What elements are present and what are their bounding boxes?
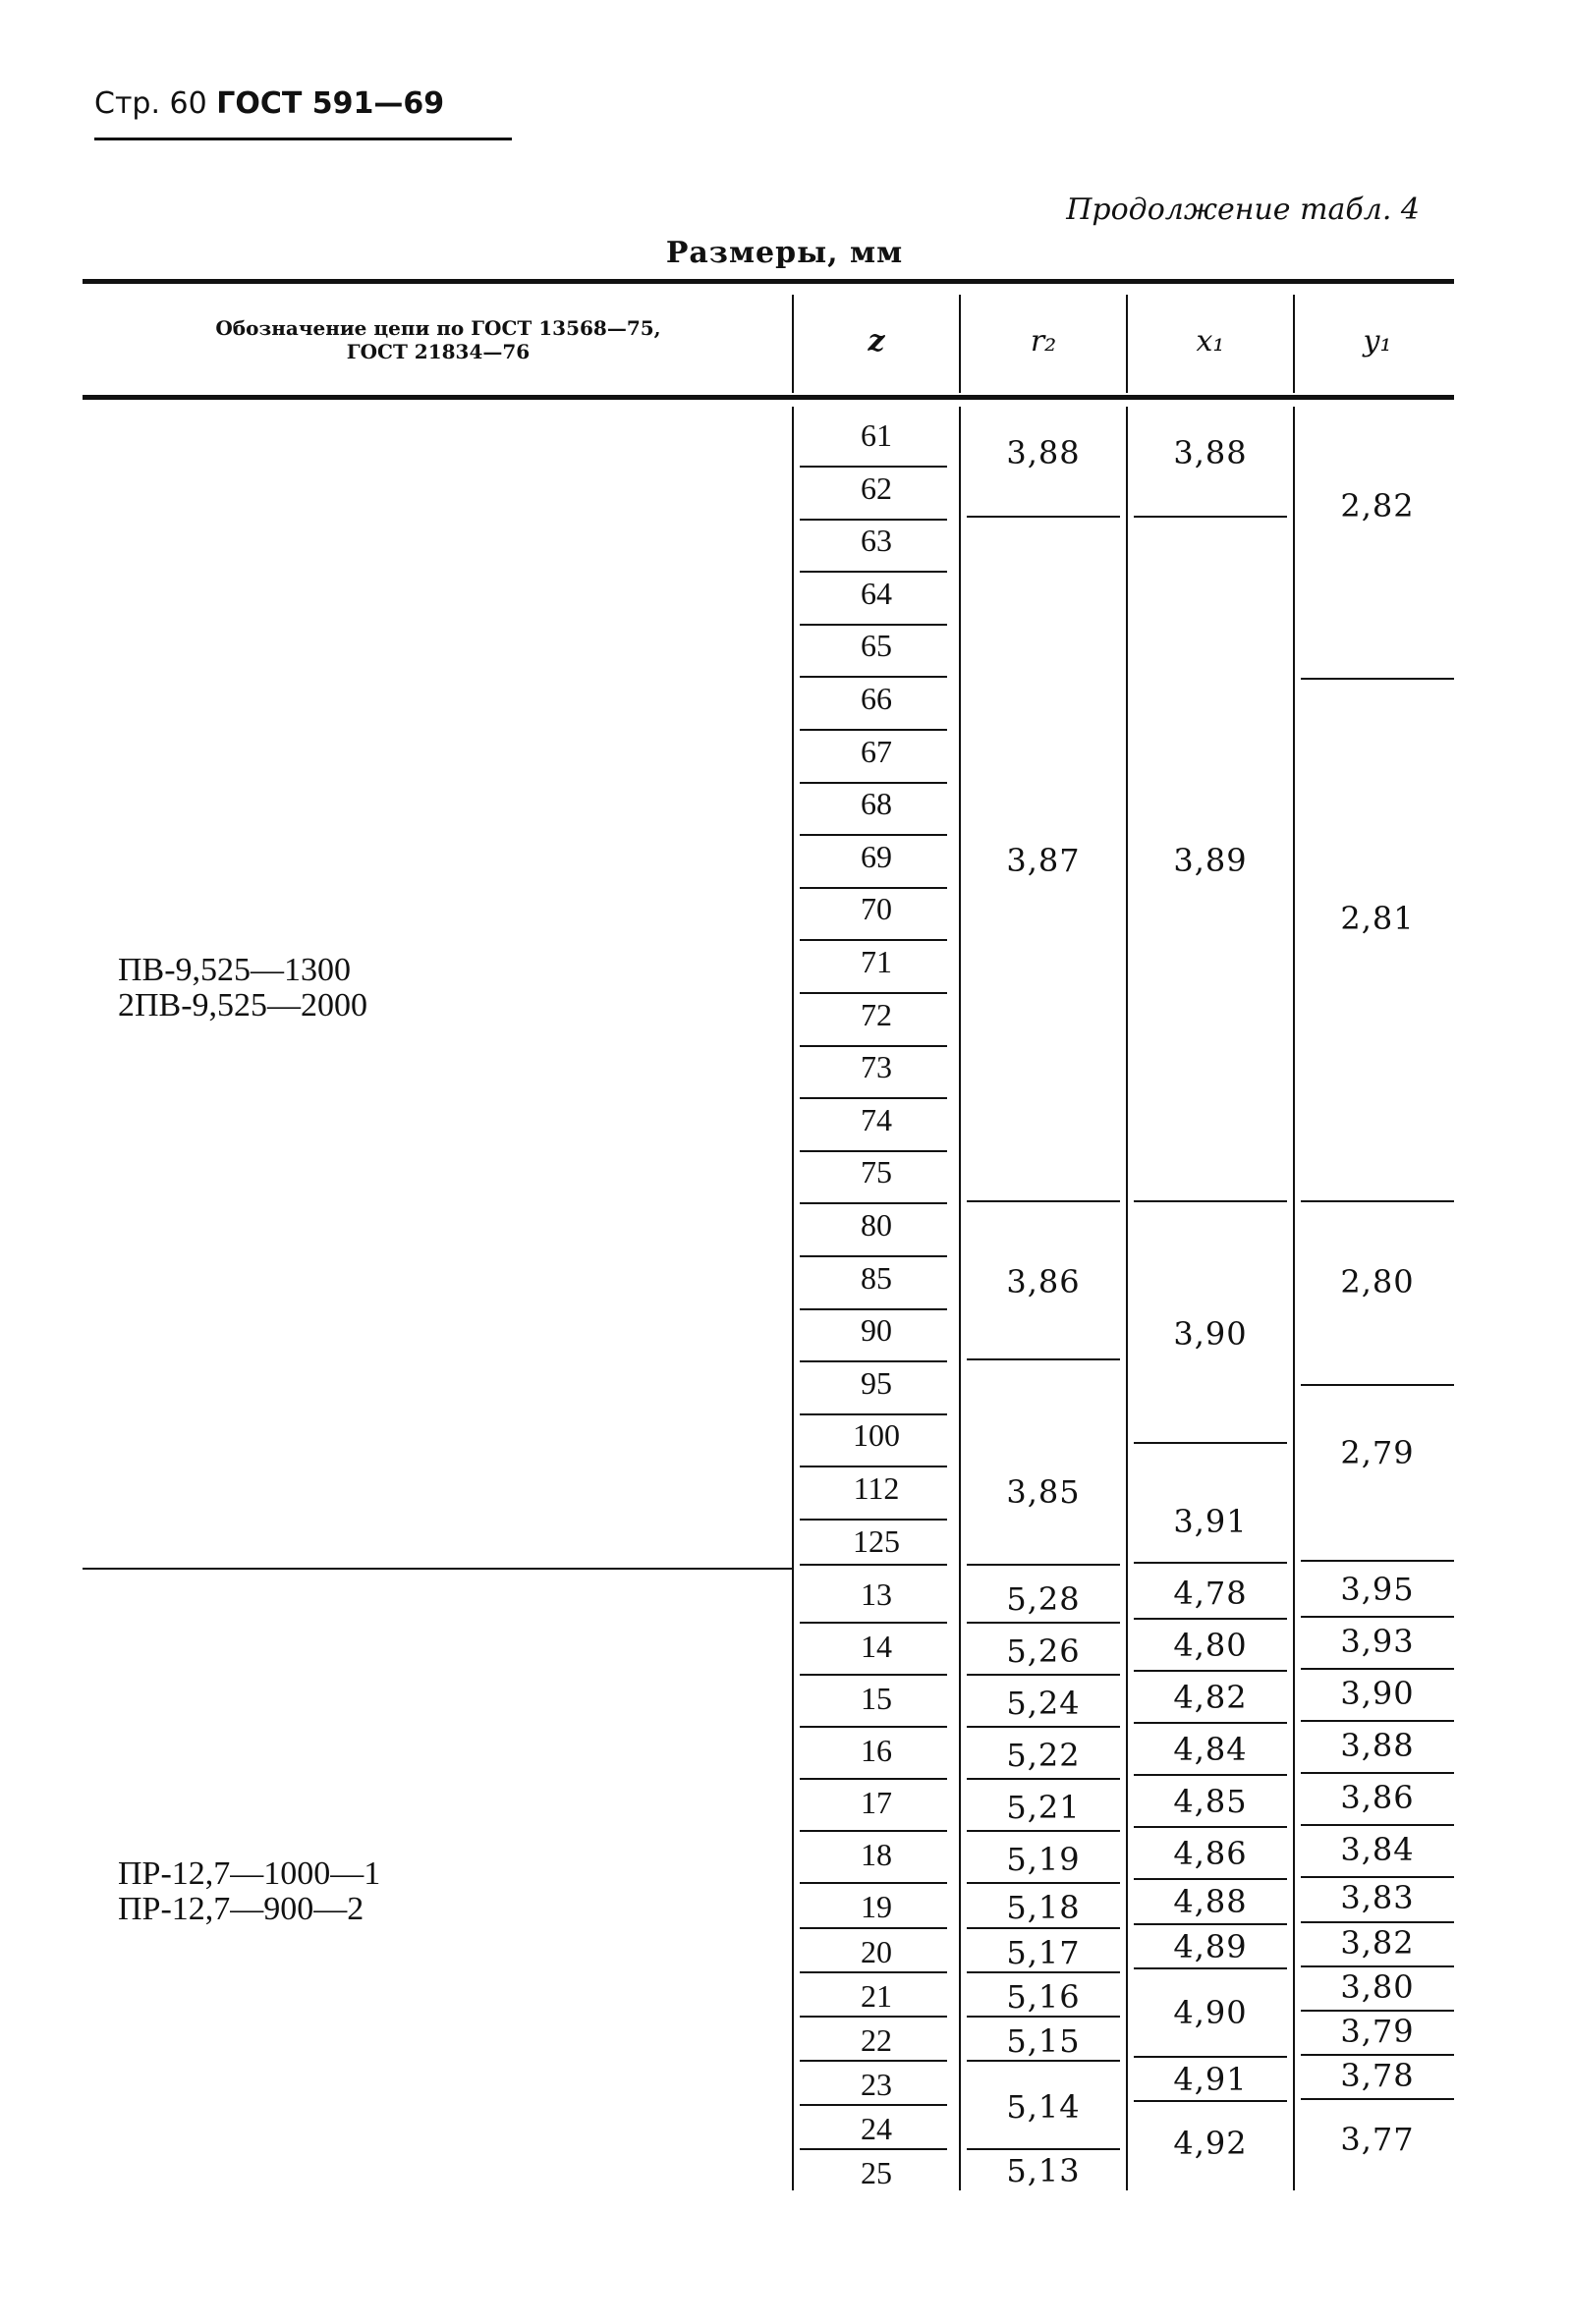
z-cell: 62 xyxy=(861,470,892,506)
z-cell: 67 xyxy=(861,734,892,769)
z-cell: 13 xyxy=(861,1577,892,1612)
z-cell: 69 xyxy=(861,839,892,874)
x1-cell: 4,86 xyxy=(1173,1835,1248,1872)
r2-rule xyxy=(967,1927,1120,1929)
x1-rule xyxy=(1134,2056,1287,2058)
z-cell: 125 xyxy=(853,1523,900,1559)
y1-cell: 3,79 xyxy=(1340,2013,1415,2050)
z-row-rule xyxy=(800,519,947,521)
standard-number: ГОСТ 591—69 xyxy=(216,86,445,121)
y1-cell: 3,86 xyxy=(1340,1779,1415,1816)
y1-rule xyxy=(1301,1876,1454,1878)
y1-cell: 2,79 xyxy=(1340,1434,1415,1471)
z-cell: 68 xyxy=(861,786,892,821)
x1-cell: 4,89 xyxy=(1173,1928,1248,1965)
continuation-label: Продолжение табл. 4 xyxy=(1066,193,1420,227)
z-row-rule xyxy=(800,1830,947,1832)
group-rule xyxy=(967,1564,1120,1566)
col-divider xyxy=(1293,407,1295,2190)
z-cell: 17 xyxy=(861,1785,892,1820)
z-row-rule xyxy=(800,2060,947,2062)
z-row-rule xyxy=(800,1045,947,1047)
z-cell: 16 xyxy=(861,1733,892,1768)
y1-rule xyxy=(1301,1720,1454,1722)
z-cell: 71 xyxy=(861,944,892,979)
x1-rule xyxy=(1134,1774,1287,1776)
x1-rule xyxy=(1134,1878,1287,1880)
r2-cell: 5,22 xyxy=(1006,1737,1081,1774)
x1-rule xyxy=(1134,1722,1287,1724)
z-row-rule xyxy=(800,1674,947,1676)
y1-cell: 3,78 xyxy=(1340,2057,1415,2094)
x1-cell: 4,88 xyxy=(1173,1883,1248,1920)
y1-cell: 3,77 xyxy=(1340,2121,1415,2158)
r2-rule xyxy=(967,1882,1120,1884)
r2-cell: 5,18 xyxy=(1006,1889,1081,1926)
r2-rule xyxy=(967,1971,1120,1973)
z-cell: 25 xyxy=(861,2155,892,2190)
z-row-rule xyxy=(800,1882,947,1884)
z-row-rule xyxy=(800,1519,947,1521)
z-row-rule xyxy=(800,676,947,678)
z-cell: 14 xyxy=(861,1629,892,1664)
x1-rule xyxy=(1134,1826,1287,1828)
y1-cell: 2,81 xyxy=(1340,900,1415,937)
z-cell: 22 xyxy=(861,2022,892,2058)
r2-rule xyxy=(967,1622,1120,1624)
r2-rule xyxy=(967,1830,1120,1832)
z-row-rule xyxy=(800,571,947,573)
z-row-rule xyxy=(800,992,947,994)
r2-rule xyxy=(967,1778,1120,1780)
z-cell: 80 xyxy=(861,1207,892,1243)
r2-cell: 5,26 xyxy=(1006,1632,1081,1670)
x1-cell: 4,80 xyxy=(1173,1627,1248,1664)
r2-cell: 5,16 xyxy=(1006,1978,1081,2016)
table-top-rule xyxy=(83,279,1454,284)
r2-rule xyxy=(967,2148,1120,2150)
y1-rule xyxy=(1301,678,1454,680)
z-cell: 61 xyxy=(861,417,892,453)
y1-rule xyxy=(1301,1921,1454,1923)
x1-rule xyxy=(1134,1670,1287,1672)
z-row-rule xyxy=(800,2148,947,2150)
z-cell: 112 xyxy=(853,1470,900,1506)
z-row-rule xyxy=(800,1778,947,1780)
header-bottom-rule xyxy=(83,395,1454,400)
y1-rule xyxy=(1301,1824,1454,1826)
r2-cell: 3,88 xyxy=(1006,434,1081,471)
z-row-rule xyxy=(800,1150,947,1152)
z-cell: 100 xyxy=(853,1417,900,1453)
x1-rule xyxy=(1134,1200,1287,1202)
y1-cell: 2,82 xyxy=(1340,487,1415,525)
z-cell: 85 xyxy=(861,1260,892,1296)
y1-cell: 2,80 xyxy=(1340,1263,1415,1300)
x1-cell: 4,82 xyxy=(1173,1679,1248,1716)
y1-rule xyxy=(1301,2010,1454,2012)
z-row-rule xyxy=(800,729,947,731)
x1-cell: 4,78 xyxy=(1173,1575,1248,1612)
r2-cell: 5,21 xyxy=(1006,1789,1081,1826)
y1-cell: 3,90 xyxy=(1340,1675,1415,1712)
z-row-rule xyxy=(800,1255,947,1257)
header-x1: x₁ xyxy=(1196,324,1225,359)
y1-cell: 3,83 xyxy=(1340,1879,1415,1916)
group-rule xyxy=(1301,1560,1454,1562)
x1-rule xyxy=(1134,1967,1287,1969)
y1-cell: 3,95 xyxy=(1340,1571,1415,1608)
x1-cell: 3,91 xyxy=(1173,1503,1248,1540)
page-number: Стр. 60 xyxy=(94,86,207,121)
header-designation: Обозначение цепи по ГОСТ 13568—75, ГОСТ 21834—76 xyxy=(215,316,661,363)
page-header xyxy=(94,86,444,121)
r2-cell: 5,24 xyxy=(1006,1685,1081,1722)
z-cell: 64 xyxy=(861,576,892,611)
y1-cell: 3,88 xyxy=(1340,1727,1415,1764)
z-row-rule xyxy=(800,1622,947,1624)
group-separator xyxy=(83,1568,792,1570)
x1-cell: 4,90 xyxy=(1173,1994,1248,2031)
x1-rule xyxy=(1134,1618,1287,1620)
z-cell: 90 xyxy=(861,1312,892,1348)
dimensions-caption: Размеры, мм xyxy=(665,236,904,270)
x1-cell: 4,92 xyxy=(1173,2125,1248,2162)
z-row-rule xyxy=(800,624,947,626)
header-rule xyxy=(94,138,512,140)
z-cell: 63 xyxy=(861,523,892,558)
z-cell: 24 xyxy=(861,2111,892,2146)
y1-rule xyxy=(1301,1772,1454,1774)
chain-designation-2: ПР-12,7—1000—1 ПР-12,7—900—2 xyxy=(118,1855,381,1927)
x1-cell: 4,84 xyxy=(1173,1731,1248,1768)
x1-rule xyxy=(1134,1442,1287,1444)
x1-rule xyxy=(1134,2100,1287,2102)
r2-rule xyxy=(967,1200,1120,1202)
r2-cell: 5,15 xyxy=(1006,2022,1081,2060)
y1-cell: 3,93 xyxy=(1340,1623,1415,1660)
r2-cell: 5,28 xyxy=(1006,1580,1081,1618)
z-cell: 95 xyxy=(861,1365,892,1401)
z-row-rule xyxy=(800,1202,947,1204)
x1-cell: 4,91 xyxy=(1173,2061,1248,2098)
x1-rule xyxy=(1134,516,1287,518)
z-cell: 66 xyxy=(861,681,892,716)
r2-cell: 5,13 xyxy=(1006,2152,1081,2189)
r2-cell: 5,19 xyxy=(1006,1841,1081,1878)
y1-rule xyxy=(1301,1384,1454,1386)
group-rule xyxy=(800,1564,947,1566)
z-row-rule xyxy=(800,1927,947,1929)
z-row-rule xyxy=(800,1308,947,1310)
z-cell: 75 xyxy=(861,1154,892,1190)
z-row-rule xyxy=(800,2016,947,2018)
y1-rule xyxy=(1301,1668,1454,1670)
z-row-rule xyxy=(800,939,947,941)
r2-rule xyxy=(967,1358,1120,1360)
r2-cell: 3,86 xyxy=(1006,1263,1081,1300)
y1-rule xyxy=(1301,1965,1454,1967)
z-row-rule xyxy=(800,887,947,889)
r2-cell: 3,85 xyxy=(1006,1473,1081,1511)
y1-rule xyxy=(1301,2098,1454,2100)
z-row-rule xyxy=(800,1360,947,1362)
header-r2: r₂ xyxy=(1030,324,1057,359)
col-divider xyxy=(1126,407,1128,2190)
z-cell: 20 xyxy=(861,1934,892,1969)
z-cell: 70 xyxy=(861,891,892,926)
x1-cell: 4,85 xyxy=(1173,1783,1248,1820)
header-y1: y₁ xyxy=(1363,324,1392,359)
group-rule xyxy=(1134,1562,1287,1564)
x1-cell: 3,90 xyxy=(1173,1315,1248,1353)
r2-rule xyxy=(967,2016,1120,2018)
x1-cell: 3,89 xyxy=(1173,842,1248,879)
r2-cell: 3,87 xyxy=(1006,842,1081,879)
z-row-rule xyxy=(800,2104,947,2106)
z-row-rule xyxy=(800,834,947,836)
z-cell: 21 xyxy=(861,1978,892,2014)
z-cell: 23 xyxy=(861,2067,892,2102)
r2-rule xyxy=(967,2060,1120,2062)
z-row-rule xyxy=(800,1413,947,1415)
r2-rule xyxy=(967,1674,1120,1676)
z-cell: 72 xyxy=(861,997,892,1032)
z-cell: 18 xyxy=(861,1837,892,1872)
r2-cell: 5,17 xyxy=(1006,1934,1081,1971)
r2-rule xyxy=(967,1726,1120,1728)
z-row-rule xyxy=(800,782,947,784)
z-row-rule xyxy=(800,1466,947,1467)
x1-rule xyxy=(1134,1923,1287,1925)
z-row-rule xyxy=(800,1726,947,1728)
z-cell: 65 xyxy=(861,628,892,663)
z-cell: 74 xyxy=(861,1102,892,1137)
r2-cell: 5,14 xyxy=(1006,2088,1081,2126)
z-row-rule xyxy=(800,1097,947,1099)
y1-cell: 3,82 xyxy=(1340,1924,1415,1962)
y1-cell: 3,84 xyxy=(1340,1831,1415,1868)
x1-cell: 3,88 xyxy=(1173,434,1248,471)
z-cell: 73 xyxy=(861,1049,892,1084)
y1-rule xyxy=(1301,1200,1454,1202)
z-cell: 15 xyxy=(861,1681,892,1716)
header-z: z xyxy=(868,324,885,359)
z-row-rule xyxy=(800,1971,947,1973)
y1-rule xyxy=(1301,2054,1454,2056)
z-row-rule xyxy=(800,466,947,468)
y1-cell: 3,80 xyxy=(1340,1968,1415,2006)
z-cell: 19 xyxy=(861,1889,892,1924)
r2-rule xyxy=(967,516,1120,518)
y1-rule xyxy=(1301,1616,1454,1618)
chain-designation-1: ПВ-9,525—1300 2ПВ-9,525—2000 xyxy=(118,952,368,1024)
